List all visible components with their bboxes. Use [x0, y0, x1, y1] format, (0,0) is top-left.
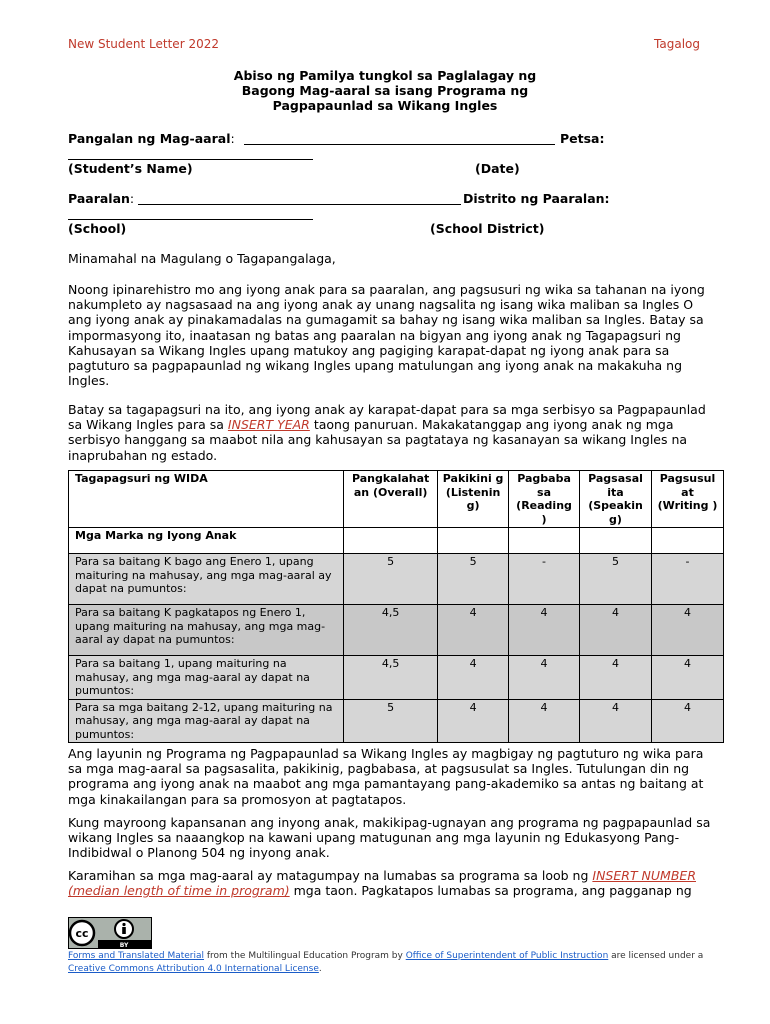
table-row	[69, 699, 724, 743]
student-name-en: (Student’s Name)	[68, 161, 193, 176]
table-cell: 5	[344, 699, 438, 743]
table-header: Pagbaba sa (Reading )	[509, 471, 580, 528]
insert-year-placeholder[interactable]: INSERT YEAR	[227, 417, 310, 433]
insert-number-placeholder[interactable]: INSERT NUMBER (median length of time in program)	[68, 868, 696, 899]
school-label: Paaralan:	[68, 191, 135, 206]
score-cell[interactable]	[580, 528, 652, 554]
paragraph-2: Batay sa tagapagsuri na ito, ang iyong anak ay karapat-dapat para sa mga serbisyo sa Pagpapaunlad sa Wikang Ingles para sa INSERT YEAR taong panuruan. Makakatanggap ang iyong anak ng mga serbisyo hanggang sa maabot nila ang kahusayan sa pagtataya ng kasanayan sa wikang Ingles na inaprubahan ng estado.	[68, 402, 706, 463]
table-header: Pagsasal ita (Speakin g)	[580, 471, 652, 528]
page-title	[0, 68, 770, 113]
student-name-label: Pangalan ng Mag-aaral:	[68, 131, 235, 146]
paragraph-1: Noong ipinarehistro mo ang iyong anak para sa paaralan, ang pagsusuri ng wika sa tahanan na iyong nakumpleto ay nagsasaad na ang iyong anak ay unang nagsalita ng isang wika maliban sa Ingles O ang iyong anak ay pinakamadalas na gumagamit sa bahay ng isang wika maliban sa Ingles. Batay sa impormasyong ito, inaatasan ng batas ang paaralan na bigyan ang iyong anak ng Tagapagsuri ng Kahusayan sa Wikang Ingles upang matukoy ang pagiging karapat-dapat ng iyong anak para sa pagtuturo sa pagpapaunlad ng wikang Ingles upang matulungan ang iyong anak na makakuha ng Ingles.	[68, 282, 705, 389]
table-cell: 5	[438, 554, 509, 605]
table-cell: 4	[509, 699, 580, 743]
table-cell: 4,5	[344, 605, 438, 656]
greeting: Minamahal na Magulang o Tagapangalaga,	[68, 251, 336, 266]
school-field[interactable]	[138, 204, 461, 205]
title-line-1: Abiso ng Pamilya tungkol sa Paglalagay ng	[233, 68, 537, 83]
table-cell: -	[651, 554, 723, 605]
table-cell: 4,5	[344, 656, 438, 700]
table-header: Pakikini g (Listenin g)	[438, 471, 509, 528]
table-row	[69, 605, 724, 656]
creative-commons-by-icon[interactable]	[68, 917, 152, 949]
table-header: Pangkalahat an (Overall)	[344, 471, 438, 528]
table-cell: 4	[509, 605, 580, 656]
table-cell: 4	[651, 605, 723, 656]
table-cell: 4	[580, 656, 652, 700]
table-cell: 4	[438, 656, 509, 700]
score-cell[interactable]	[438, 528, 509, 554]
table-cell: -	[509, 554, 580, 605]
row-label: Para sa baitang K pagkatapos ng Enero 1, upang maituring na mahusay, ang mga mag-aaral ay dapat na pumuntos:	[69, 605, 344, 656]
table-cell: 4	[651, 699, 723, 743]
date-en: (Date)	[475, 161, 520, 176]
cc-license-link[interactable]: Creative Commons Attribution 4.0 International License	[68, 964, 319, 974]
school-en: (School)	[68, 221, 127, 236]
table-row	[69, 656, 724, 700]
table-cell: 4	[438, 699, 509, 743]
score-cell[interactable]	[344, 528, 438, 554]
cc-by-text: BY	[119, 942, 129, 949]
table-header: Tagapagsuri ng WIDA	[69, 471, 344, 528]
score-cell[interactable]	[651, 528, 723, 554]
table-cell: 4	[651, 656, 723, 700]
svg-text:cc: cc	[75, 927, 89, 940]
header-right: Tagalog	[654, 37, 700, 51]
title-line-2: Bagong Mag-aaral sa isang Programa ng	[241, 83, 529, 98]
paragraph-5: Karamihan sa mga mag-aaral ay matagumpay na lumabas sa programa sa loob ng INSERT NUMBER (median length of time in program) mga taon. Pagkatapos lumabas sa programa, ang pagganap ng	[68, 868, 696, 899]
row-label: Para sa mga baitang 2-12, upang maituring na mahusay, ang mga mag-aaral ay dapat na pumuntos:	[69, 699, 344, 743]
ospi-link[interactable]: Office of Superintendent of Public Instruction	[405, 951, 609, 961]
student-name-line	[68, 159, 313, 160]
table-cell: 4	[580, 699, 652, 743]
license-footer: Forms and Translated Material from the Multilingual Education Program by Office of Superintendent of Public Instruction are licensed under a Creative Commons Attribution 4.0 International License.	[68, 951, 704, 974]
table-row	[69, 554, 724, 605]
paragraph-4: Kung mayroong kapansanan ang inyong anak, makikipag-ugnayan ang programa ng pagpapaunlad sa wikang Ingles sa naaangkop na kawani upang matugunan ang mga layunin ng Edukasyong Pang-Indibidwal o Planong 504 ng inyong anak.	[68, 815, 711, 861]
table-subheader: Mga Marka ng Iyong Anak	[69, 528, 344, 554]
school-line	[68, 219, 313, 220]
row-label: Para sa baitang K bago ang Enero 1, upang maituring na mahusay, ang mga mag-aaral ay dapat na pumuntos:	[69, 554, 344, 605]
table-header: Pagsusul at (Writing )	[651, 471, 723, 528]
table-cell: 4	[580, 605, 652, 656]
wida-score-table	[68, 470, 724, 743]
district-label: Distrito ng Paaralan:	[463, 191, 610, 206]
forms-link[interactable]: Forms and Translated Material	[68, 951, 205, 961]
table-cell: 5	[580, 554, 652, 605]
table-cell: 5	[344, 554, 438, 605]
district-en: (School District)	[430, 221, 545, 236]
header-left: New Student Letter 2022	[68, 37, 219, 51]
paragraph-3: Ang layunin ng Programa ng Pagpapaunlad sa Wikang Ingles ay magbigay ng pagtuturo ng wika para sa mga mag-aaral sa pagsasalita, pakikinig, pagbabasa, at pagsusulat sa Ingles. Tutulungan din ng programa ang iyong anak na maabot ang mga pamantayang pang-akademiko sa antas ng baitang at mga kinakailangan para sa promosyon at pagtatapos.	[68, 746, 704, 807]
table-cell: 4	[509, 656, 580, 700]
title-line-3: Pagpapaunlad sa Wikang Ingles	[272, 98, 498, 113]
score-cell[interactable]	[509, 528, 580, 554]
student-name-field[interactable]	[244, 144, 555, 145]
row-label: Para sa baitang 1, upang maituring na mahusay, ang mga mag-aaral ay dapat na pumuntos:	[69, 656, 344, 700]
date-label: Petsa:	[560, 131, 605, 146]
table-cell: 4	[438, 605, 509, 656]
